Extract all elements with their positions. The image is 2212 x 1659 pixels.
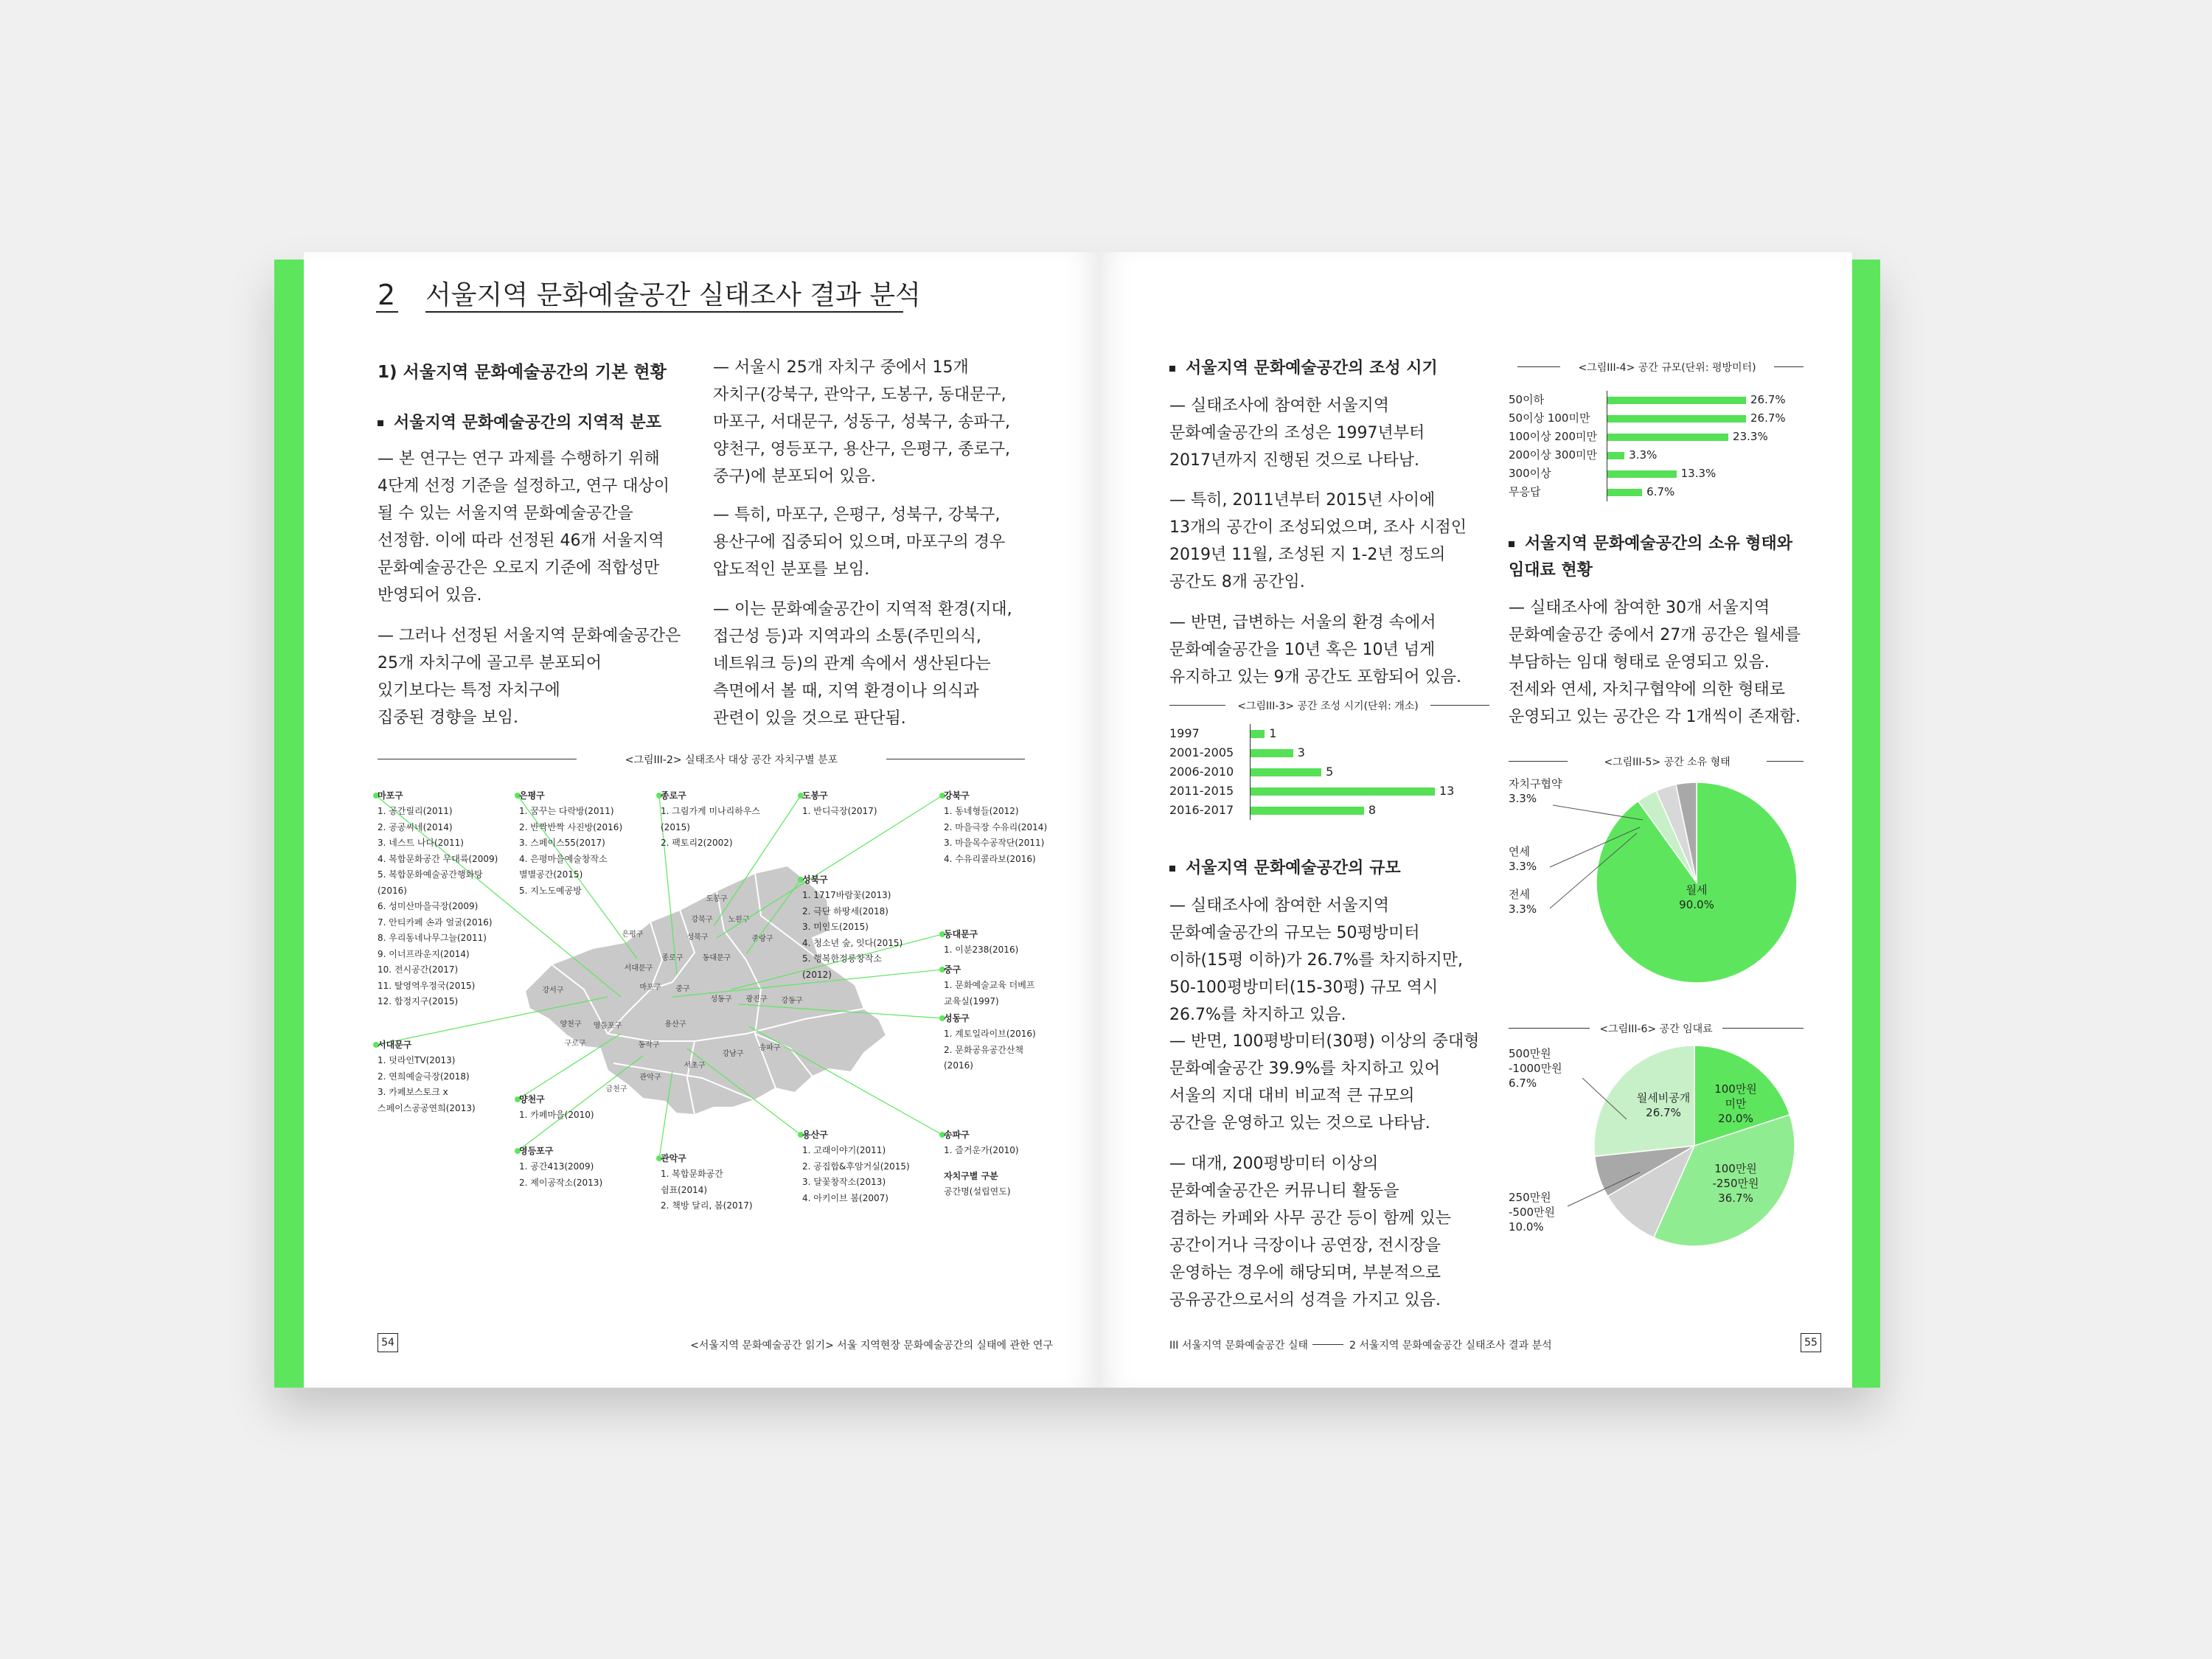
page-footer: <서울지역 문화예술공간 읽기> 서울 지역현장 문화예술공간의 실태에 관한 연구 <box>690 1340 1053 1352</box>
district-block <box>378 1037 518 1116</box>
map-district-label: 강서구 <box>542 987 564 995</box>
footer-chapter: 2 서울지역 문화예술공간 실태조사 결과 분석 <box>1349 1340 1552 1352</box>
bar-value-label: 23.3% <box>1733 430 1768 443</box>
pie-label: 100만원 미만 20.0% <box>1714 1082 1757 1125</box>
map-district-label: 성북구 <box>686 933 709 942</box>
bar-value-label: 5 <box>1326 765 1334 779</box>
paragraph: — 반면, 급변하는 서울의 환경 속에서 문화예술공간을 10년 혹은 10년 넘게 유지하고 있는 9개 공간도 포함되어 있음. <box>1169 613 1461 686</box>
paragraph: — 실태조사에 참여한 서울지역 문화예술공간의 조성은 1997년부터 2017년까지 진행된 것으로 나타남. <box>1169 397 1425 470</box>
pie-label: 100만원 -250만원 36.7% <box>1712 1162 1759 1205</box>
pie-label: 연세 3.3% <box>1509 845 1537 873</box>
district-block <box>944 1010 1084 1074</box>
page-number: 55 <box>1801 1333 1821 1352</box>
district-spaces: 1. 즐거운가(2010) <box>944 1145 1019 1155</box>
district-name: 관악구 <box>661 1153 686 1164</box>
district-name: 양천구 <box>519 1094 545 1105</box>
map-district-label: 강남구 <box>722 1050 744 1058</box>
district-spaces: 1. 동네형들(2012) 2. 마을극장 수유리(2014) 3. 마을목수공작단(2011) 4. 수유리콜라보(2016) <box>944 806 1048 864</box>
bar-value-label: 3 <box>1297 745 1305 759</box>
figure-rule <box>1774 366 1804 367</box>
district-name: 은평구 <box>519 790 545 801</box>
bar-value-label: 13 <box>1439 784 1455 798</box>
district-block <box>519 787 659 899</box>
page-number: 54 <box>378 1333 398 1352</box>
figure-rule <box>1517 366 1560 367</box>
left-page <box>304 252 1099 1388</box>
district-block <box>661 787 801 852</box>
subsection-heading: 서울지역 문화예술공간의 규모 <box>1169 855 1401 878</box>
subsection-heading: 서울지역 문화예술공간의 지역적 분포 <box>378 410 661 433</box>
bar-category-label: 100이상 200미만 <box>1509 430 1597 443</box>
map-district-label: 강북구 <box>691 916 713 924</box>
bar-mark <box>1607 452 1624 459</box>
figure-rule <box>1767 761 1804 762</box>
bar-category-label: 1997 <box>1169 726 1200 740</box>
paragraph: — 그러나 선정된 서울지역 문화예술공간은 25개 자치구에 골고루 분포되어 있기보다는 특정 자치구에 집중된 경향을 보임. <box>378 627 681 727</box>
pie-label: 250만원 -500만원 10.0% <box>1509 1191 1556 1234</box>
map-district-label: 서대문구 <box>624 964 653 973</box>
bar-mark <box>1607 415 1746 422</box>
figure-title: <그림III-5> 공간 소유 형태 <box>1604 757 1731 768</box>
map-district-label: 양천구 <box>560 1020 582 1029</box>
paragraph: — 서울시 25개 자치구 중에서 15개 자치구(강북구, 관악구, 도봉구, 동대문구, 마포구, 서대문구, 성동구, 성북구, 송파구, 양천구, 영등포구, 용산구, 은평구, 종로구, 중구)에 분포되어 있음. <box>713 358 1010 486</box>
district-spaces: 1. 문화예술교육 더베프 교육실(1997) <box>944 980 1035 1006</box>
map-district-label: 마포구 <box>639 984 661 992</box>
figure-rule <box>1509 1028 1590 1029</box>
district-name: 영등포구 <box>519 1146 554 1156</box>
district-spaces: 1. 덧라인TV(2013) 2. 연희예술극장(2018) 3. 카페보스토크 x 스페이스공공연희(2013) <box>378 1055 476 1113</box>
district-name: 자치구별 구분 <box>944 1171 998 1181</box>
district-spaces: 1. 카페마을(2010) <box>519 1110 594 1120</box>
figure-title: <그림III-4> 공간 규모(단위: 평방미터) <box>1578 362 1756 374</box>
map-district-label: 구로구 <box>564 1040 586 1048</box>
district-name: 송파구 <box>944 1130 970 1140</box>
bar-value-label: 13.3% <box>1680 467 1717 480</box>
district-block <box>519 1143 659 1191</box>
bar-category-label: 2016-2017 <box>1169 803 1234 817</box>
district-spaces: 1. 꿈꾸는 다락방(2011) 2. 반짝반짝 사진방(2016) 3. 스페이스55(2017) 4. 은평마을예술창작소 별별공간(2015) 5. 지노도예공방 <box>519 806 623 896</box>
district-name: 용산구 <box>802 1130 828 1140</box>
bar-mark <box>1251 768 1321 776</box>
district-name: 종로구 <box>661 790 686 801</box>
map-district-label: 서초구 <box>684 1062 706 1070</box>
district-name: 성북구 <box>802 874 828 885</box>
map-district-label: 송파구 <box>759 1044 781 1052</box>
right-page <box>1099 252 1852 1388</box>
page-edge-right <box>1849 260 1880 1388</box>
map-district-label: 용산구 <box>664 1020 686 1029</box>
bar-category-label: 2001-2005 <box>1169 745 1234 759</box>
district-spaces: 1. 공간413(2009) 2. 제이공작소(2013) <box>519 1161 603 1188</box>
district-spaces: 1. 이분238(2016) <box>944 945 1019 955</box>
bar-mark <box>1607 434 1728 441</box>
district-block <box>944 787 1084 867</box>
district-block <box>802 872 942 983</box>
bar-category-label: 50이상 100미만 <box>1509 411 1590 425</box>
district-name: 마포구 <box>378 790 403 801</box>
chapter-number: 2 <box>378 279 396 311</box>
paragraph: — 반면, 100평방미터(30평) 이상의 중대형 문화예술공간 39.9%를 차지하고 있어 서울의 지대 대비 비교적 큰 규모의 공간을 운영하고 있는 것으로 나타남. <box>1169 1032 1480 1133</box>
figure-rule <box>1430 705 1489 706</box>
district-name: 강북구 <box>944 790 970 801</box>
paragraph: — 실태조사에 참여한 서울지역 문화예술공간의 규모는 50평방미터 이하(15평 이하)가 26.7%를 차지하지만, 50-100평방미터(15-30평) 규모 역시 26.7%를 차지하고 있음. <box>1169 897 1464 1024</box>
bar-category-label: 300이상 <box>1509 467 1551 480</box>
bar-value-label: 1 <box>1269 726 1277 740</box>
district-block <box>519 1091 659 1124</box>
bar-value-label: 26.7% <box>1750 393 1786 406</box>
district-spaces: 공간명(설립연도) <box>944 1186 1011 1197</box>
bar-value-label: 8 <box>1368 803 1377 817</box>
map-district-label: 광진구 <box>745 995 768 1004</box>
chapter-title: 서울지역 문화예술공간 실태조사 결과 분석 <box>425 280 921 310</box>
district-spaces: 1. 계토일라이브(2016) 2. 문화공유공간산책 (2016) <box>944 1029 1036 1071</box>
bar-axis <box>1250 724 1251 820</box>
bar-mark <box>1251 807 1364 815</box>
bar-mark <box>1251 749 1293 757</box>
map-district-label: 도봉구 <box>706 895 728 903</box>
pie-label: 월세비공개 26.7% <box>1636 1091 1691 1119</box>
bar-category-label: 50이하 <box>1509 393 1545 406</box>
district-block <box>802 1127 942 1206</box>
map-district-label: 강동구 <box>781 997 803 1005</box>
pie-label: 500만원 -1000만원 6.7% <box>1509 1047 1562 1090</box>
bar-category-label: 무응답 <box>1509 485 1541 498</box>
square-bullet-icon <box>1169 366 1175 372</box>
bar-category-label: 2011-2015 <box>1169 784 1234 798</box>
map-district-label: 영등포구 <box>593 1022 622 1030</box>
figure-title: <그림III-2> 실태조사 대상 공간 자치구별 분포 <box>625 754 838 766</box>
bar-category-label: 200이상 300미만 <box>1509 448 1597 462</box>
district-block <box>802 787 942 820</box>
chart-ownership-pie <box>1509 776 1818 997</box>
bar-category-label: 2006-2010 <box>1169 765 1234 779</box>
district-spaces: 1. 고래이야기(2011) 2. 공집합&후암거실(2015) 3. 달꽃창작소(2013) 4. 아키이브 봄(2007) <box>802 1145 910 1203</box>
paragraph: — 대개, 200평방미터 이상의 문화예술공간은 커뮤니티 활동을 겸하는 카페와 사무 공간 등이 함께 있는 공간이거나 극장이나 공연장, 전시장을 운영하는 경우에 해당되며, 부분적으로 공유공간으로서의 성격을 가지고 있음. <box>1169 1155 1451 1310</box>
map-district-label: 노원구 <box>728 916 750 924</box>
district-block <box>944 961 1084 1009</box>
bar-mark <box>1607 489 1642 496</box>
district-spaces: 1. 복합문화공간 쉼표(2014) 2. 책방 달리, 봄(2017) <box>661 1169 753 1211</box>
map-district-label: 중구 <box>675 985 690 993</box>
pie-label: 자치구협약 3.3% <box>1509 777 1562 805</box>
district-spaces: 1. 공간릴리(2011) 2. 공공씨네(2014) 3. 네스트 나다(2011) 4. 복합문화공간 무대륙(2009) 5. 복합문화예술공간행화탕 (2016) 6. 성미산마을극장(2009) 7. 안티카페 손과 얼굴(2016) 8. 우리동네나무그늘(2011) 9. 이너프라운지(2014) 10. 전시공간(2017) 11. 탈영역우정국(2015) 12. 합정지구(2015) <box>378 806 498 1006</box>
district-block <box>378 787 518 1010</box>
bar-value-label: 6.7% <box>1646 485 1675 498</box>
chart-rent-pie <box>1509 1043 1818 1264</box>
footer-rule <box>1312 1344 1343 1345</box>
map-district-label: 중랑구 <box>751 935 773 943</box>
paragraph: — 실태조사에 참여한 30개 서울지역 문화예술공간 중에서 27개 공간은 월세를 부담하는 임대 형태로 운영되고 있음. 전세와 연세, 자치구협약에 의한 형태로 운영되고 있는 공간은 각 1개씩이 존재함. <box>1509 599 1801 726</box>
district-name: 동대문구 <box>944 929 978 939</box>
district-spaces: 1. 반디극장(2017) <box>802 806 877 816</box>
subsection-heading: 서울지역 문화예술공간의 조성 시기 <box>1169 355 1438 378</box>
footer-part: III 서울지역 문화예술공간 실태 <box>1169 1340 1309 1352</box>
figure-rule <box>1722 1028 1804 1029</box>
district-name: 성동구 <box>944 1013 970 1023</box>
paragraph: — 이는 문화예술공간이 지역적 환경(지대, 접근성 등)과 지역과의 소통(주민의식, 네트워크 등)의 관계 속에서 생산된다는 측면에서 볼 때, 지역 환경이나 의식과 관련이 있을 것으로 판단됨. <box>713 600 1012 728</box>
map-district-label: 은평구 <box>622 931 644 939</box>
chart-space-scale <box>1509 391 1804 501</box>
page-edge-left <box>274 260 305 1388</box>
figure-rule <box>1509 761 1568 762</box>
pie-label: 전세 3.3% <box>1509 888 1537 916</box>
pie-label: 월세 90.0% <box>1679 883 1714 911</box>
district-name: 도봉구 <box>802 790 828 801</box>
district-spaces: 1. 1717바람꽃(2013) 2. 극단 하땅세(2018) 3. 미인도(2015) 4. 청소년 숲, 잇다(2015) 5. 행복한정릉창작소 (2012) <box>802 890 903 980</box>
district-block <box>944 1168 1084 1200</box>
bar-mark <box>1607 470 1677 478</box>
figure-rule <box>1169 705 1225 706</box>
bar-value-label: 26.7% <box>1750 411 1786 425</box>
district-block <box>944 1127 1084 1159</box>
map-district-label: 동대문구 <box>702 954 731 962</box>
district-block <box>661 1150 801 1214</box>
chart-establishment-period <box>1169 724 1494 827</box>
subsection-heading: 서울지역 문화예술공간의 소유 형태와 임대료 현황 <box>1509 535 1793 580</box>
square-bullet-icon <box>1509 541 1514 547</box>
bar-mark <box>1251 730 1265 738</box>
bar-mark <box>1607 397 1746 404</box>
paragraph: — 특히, 2011년부터 2015년 사이에 13개의 공간이 조성되었으며, 조사 시점인 2019년 11월, 조성된 지 1-2년 정도의 공간도 8개 공간임. <box>1169 491 1467 591</box>
figure-title: <그림III-6> 공간 임대료 <box>1599 1023 1713 1035</box>
square-bullet-icon <box>1169 866 1175 872</box>
bar-value-label: 3.3% <box>1629 448 1658 462</box>
paragraph: — 특히, 마포구, 은평구, 성북구, 강북구, 용산구에 집중되어 있으며, 마포구의 경우 압도적인 분포를 보임. <box>713 506 1006 579</box>
map-district-label: 성동구 <box>710 995 732 1004</box>
district-spaces: 1. 그림가게 미나리하우스 (2015) 2. 팩토리2(2002) <box>661 806 760 848</box>
district-block <box>944 926 1084 959</box>
section-heading: 1) 서울지역 문화예술공간의 기본 현황 <box>378 363 667 382</box>
district-name: 서대문구 <box>378 1040 412 1050</box>
district-name: 중구 <box>944 964 961 975</box>
figure-title: <그림III-3> 공간 조성 시기(단위: 개소) <box>1237 700 1419 712</box>
bar-mark <box>1251 787 1435 796</box>
map-district-label: 관악구 <box>639 1074 661 1082</box>
map-district-label: 동작구 <box>638 1041 660 1049</box>
map-district-label: 금천구 <box>605 1085 627 1093</box>
paragraph: — 본 연구는 연구 과제를 수행하기 위해 4단계 선정 기준을 설정하고, 연구 대상이 될 수 있는 서울지역 문화예술공간을 선정함. 이에 따라 선정된 46개 서울지역 문화예술공간은 오로지 기준에 적합성만 반영되어 있음. <box>378 450 669 605</box>
map-district-label: 종로구 <box>661 954 684 962</box>
